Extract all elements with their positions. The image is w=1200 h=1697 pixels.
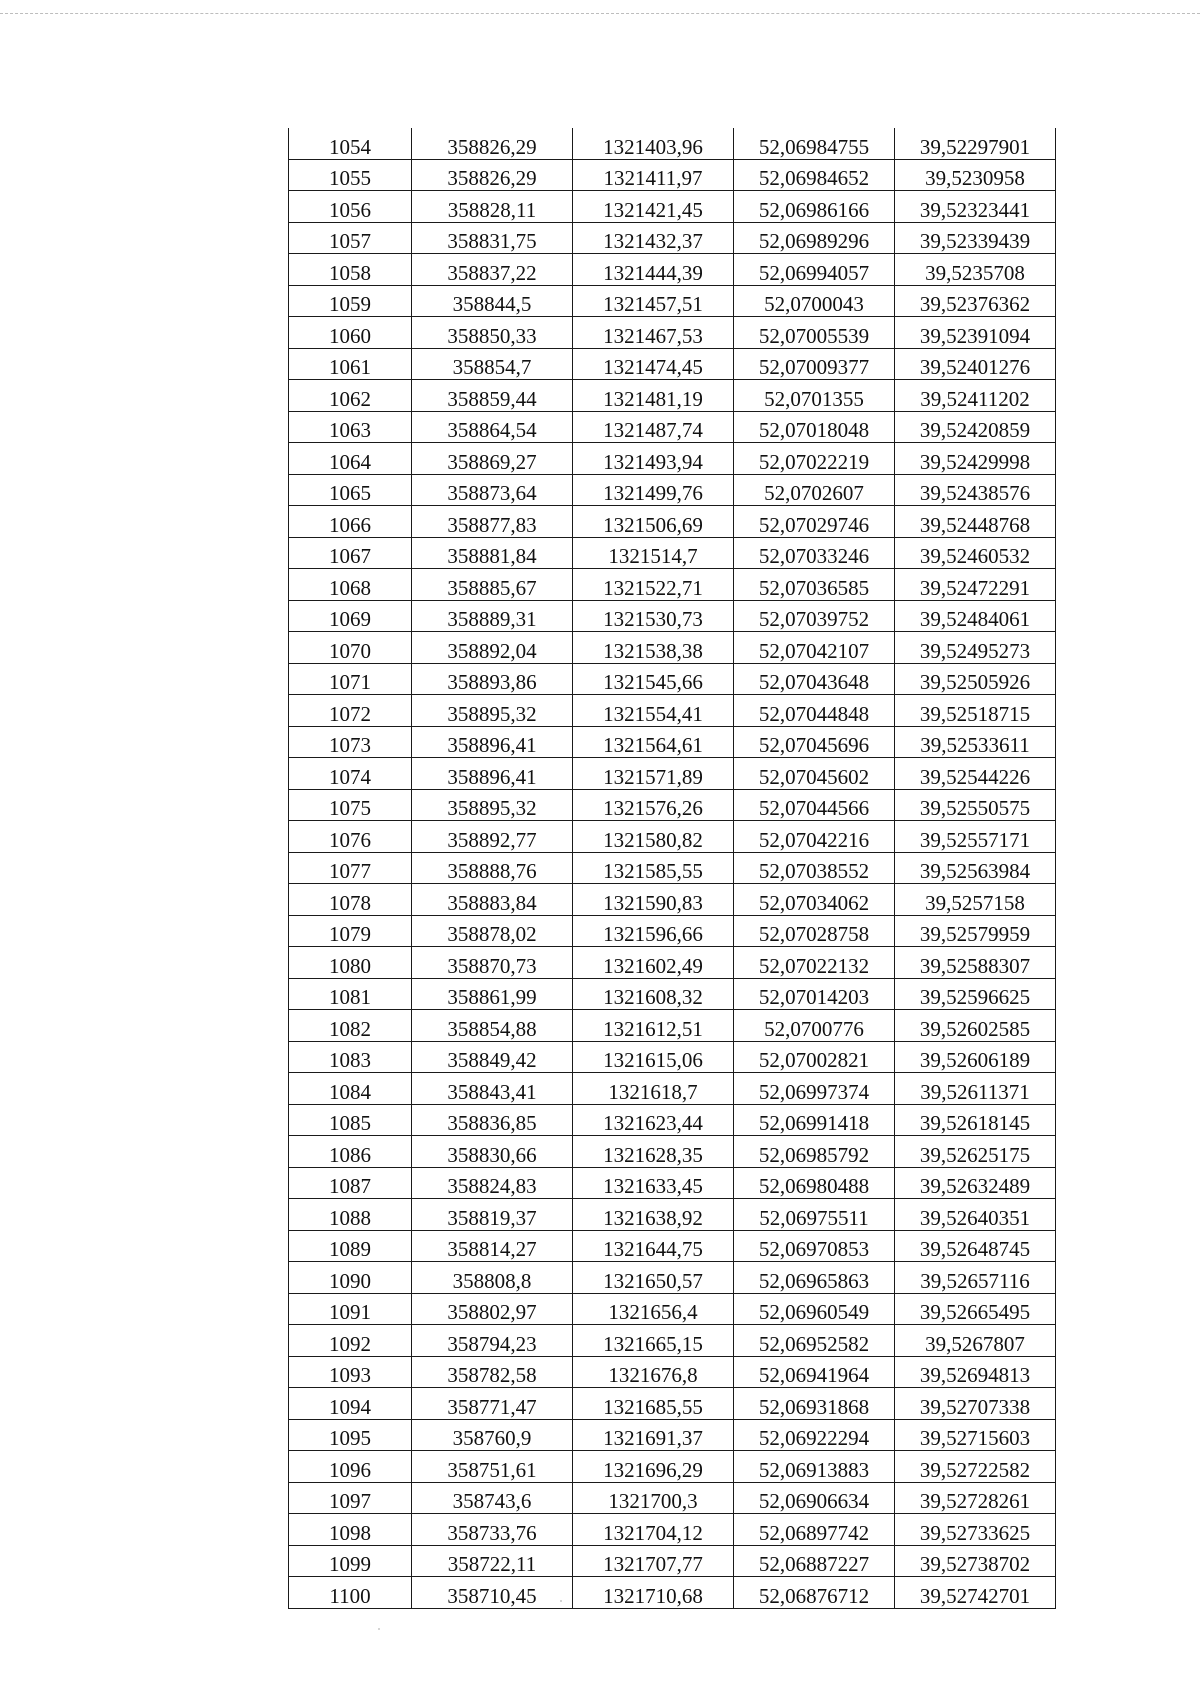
latitude-cell: 52,07043648	[734, 663, 895, 695]
point-number-cell: 1068	[289, 569, 412, 601]
longitude-cell: 39,52518715	[895, 695, 1056, 727]
x-coordinate-cell: 358885,67	[412, 569, 573, 601]
x-coordinate-cell: 358896,41	[412, 726, 573, 758]
coordinates-table	[288, 128, 1056, 1609]
x-coordinate-cell: 358844,5	[412, 285, 573, 317]
point-number-cell: 1085	[289, 1104, 412, 1136]
y-coordinate-cell: 1321493,94	[573, 443, 734, 475]
latitude-cell: 52,07018048	[734, 411, 895, 443]
scan-speck	[378, 1628, 380, 1630]
latitude-cell: 52,06960549	[734, 1293, 895, 1325]
point-number-cell: 1057	[289, 222, 412, 254]
point-number-cell: 1081	[289, 978, 412, 1010]
y-coordinate-cell: 1321710,68	[573, 1577, 734, 1609]
point-number-cell: 1071	[289, 663, 412, 695]
point-number-cell: 1064	[289, 443, 412, 475]
x-coordinate-cell: 358794,23	[412, 1325, 573, 1357]
longitude-cell: 39,52401276	[895, 348, 1056, 380]
longitude-cell: 39,52596625	[895, 978, 1056, 1010]
longitude-cell: 39,52495273	[895, 632, 1056, 664]
point-number-cell: 1063	[289, 411, 412, 443]
latitude-cell: 52,06986166	[734, 191, 895, 223]
longitude-cell: 39,52533611	[895, 726, 1056, 758]
point-number-cell: 1074	[289, 758, 412, 790]
table-row	[289, 1104, 1056, 1136]
point-number-cell: 1090	[289, 1262, 412, 1294]
table-row	[289, 1293, 1056, 1325]
latitude-cell: 52,07044848	[734, 695, 895, 727]
table-row	[289, 317, 1056, 349]
longitude-cell: 39,52657116	[895, 1262, 1056, 1294]
longitude-cell: 39,52648745	[895, 1230, 1056, 1262]
y-coordinate-cell: 1321676,8	[573, 1356, 734, 1388]
latitude-cell: 52,07045602	[734, 758, 895, 790]
longitude-cell: 39,52557171	[895, 821, 1056, 853]
longitude-cell: 39,52707338	[895, 1388, 1056, 1420]
y-coordinate-cell: 1321576,26	[573, 789, 734, 821]
y-coordinate-cell: 1321457,51	[573, 285, 734, 317]
y-coordinate-cell: 1321411,97	[573, 159, 734, 191]
longitude-cell: 39,52339439	[895, 222, 1056, 254]
point-number-cell: 1093	[289, 1356, 412, 1388]
point-number-cell: 1079	[289, 915, 412, 947]
table-row	[289, 537, 1056, 569]
longitude-cell: 39,52694813	[895, 1356, 1056, 1388]
x-coordinate-cell: 358864,54	[412, 411, 573, 443]
y-coordinate-cell: 1321656,4	[573, 1293, 734, 1325]
point-number-cell: 1072	[289, 695, 412, 727]
table-row	[289, 1577, 1056, 1609]
latitude-cell: 52,06989296	[734, 222, 895, 254]
longitude-cell: 39,52665495	[895, 1293, 1056, 1325]
latitude-cell: 52,06941964	[734, 1356, 895, 1388]
latitude-cell: 52,06913883	[734, 1451, 895, 1483]
y-coordinate-cell: 1321628,35	[573, 1136, 734, 1168]
table-row	[289, 600, 1056, 632]
scan-edge-line	[0, 13, 1200, 14]
latitude-cell: 52,07029746	[734, 506, 895, 538]
latitude-cell: 52,06991418	[734, 1104, 895, 1136]
table-row	[289, 443, 1056, 475]
point-number-cell: 1088	[289, 1199, 412, 1231]
y-coordinate-cell: 1321514,7	[573, 537, 734, 569]
latitude-cell: 52,07034062	[734, 884, 895, 916]
y-coordinate-cell: 1321585,55	[573, 852, 734, 884]
table-row	[289, 1451, 1056, 1483]
y-coordinate-cell: 1321467,53	[573, 317, 734, 349]
x-coordinate-cell: 358826,29	[412, 128, 573, 159]
point-number-cell: 1082	[289, 1010, 412, 1042]
point-number-cell: 1069	[289, 600, 412, 632]
latitude-cell: 52,06975511	[734, 1199, 895, 1231]
x-coordinate-cell: 358893,86	[412, 663, 573, 695]
x-coordinate-cell: 358869,27	[412, 443, 573, 475]
x-coordinate-cell: 358751,61	[412, 1451, 573, 1483]
table-row	[289, 348, 1056, 380]
x-coordinate-cell: 358878,02	[412, 915, 573, 947]
point-number-cell: 1097	[289, 1482, 412, 1514]
point-number-cell: 1080	[289, 947, 412, 979]
latitude-cell: 52,07042107	[734, 632, 895, 664]
latitude-cell: 52,06906634	[734, 1482, 895, 1514]
x-coordinate-cell: 358849,42	[412, 1041, 573, 1073]
x-coordinate-cell: 358881,84	[412, 537, 573, 569]
table-row	[289, 915, 1056, 947]
x-coordinate-cell: 358859,44	[412, 380, 573, 412]
x-coordinate-cell: 358892,04	[412, 632, 573, 664]
longitude-cell: 39,52472291	[895, 569, 1056, 601]
latitude-cell: 52,0701355	[734, 380, 895, 412]
x-coordinate-cell: 358843,41	[412, 1073, 573, 1105]
latitude-cell: 52,07038552	[734, 852, 895, 884]
x-coordinate-cell: 358710,45	[412, 1577, 573, 1609]
longitude-cell: 39,52728261	[895, 1482, 1056, 1514]
point-number-cell: 1056	[289, 191, 412, 223]
latitude-cell: 52,06876712	[734, 1577, 895, 1609]
table-row	[289, 191, 1056, 223]
point-number-cell: 1099	[289, 1545, 412, 1577]
latitude-cell: 52,06985792	[734, 1136, 895, 1168]
x-coordinate-cell: 358854,88	[412, 1010, 573, 1042]
table-row	[289, 159, 1056, 191]
latitude-cell: 52,06931868	[734, 1388, 895, 1420]
table-row	[289, 1356, 1056, 1388]
x-coordinate-cell: 358819,37	[412, 1199, 573, 1231]
y-coordinate-cell: 1321444,39	[573, 254, 734, 286]
table-row	[289, 1010, 1056, 1042]
latitude-cell: 52,0700043	[734, 285, 895, 317]
point-number-cell: 1087	[289, 1167, 412, 1199]
point-number-cell: 1100	[289, 1577, 412, 1609]
longitude-cell: 39,52618145	[895, 1104, 1056, 1136]
point-number-cell: 1059	[289, 285, 412, 317]
x-coordinate-cell: 358889,31	[412, 600, 573, 632]
x-coordinate-cell: 358837,22	[412, 254, 573, 286]
point-number-cell: 1075	[289, 789, 412, 821]
x-coordinate-cell: 358826,29	[412, 159, 573, 191]
y-coordinate-cell: 1321615,06	[573, 1041, 734, 1073]
table-row	[289, 821, 1056, 853]
x-coordinate-cell: 358854,7	[412, 348, 573, 380]
point-number-cell: 1084	[289, 1073, 412, 1105]
y-coordinate-cell: 1321506,69	[573, 506, 734, 538]
point-number-cell: 1095	[289, 1419, 412, 1451]
table-row	[289, 285, 1056, 317]
point-number-cell: 1078	[289, 884, 412, 916]
longitude-cell: 39,5235708	[895, 254, 1056, 286]
point-number-cell: 1058	[289, 254, 412, 286]
x-coordinate-cell: 358760,9	[412, 1419, 573, 1451]
x-coordinate-cell: 358892,77	[412, 821, 573, 853]
table-row	[289, 1199, 1056, 1231]
table-row	[289, 1041, 1056, 1073]
y-coordinate-cell: 1321538,38	[573, 632, 734, 664]
table-row	[289, 1388, 1056, 1420]
table-row	[289, 884, 1056, 916]
latitude-cell: 52,07033246	[734, 537, 895, 569]
point-number-cell: 1070	[289, 632, 412, 664]
latitude-cell: 52,07039752	[734, 600, 895, 632]
table-row	[289, 663, 1056, 695]
latitude-cell: 52,06984755	[734, 128, 895, 159]
y-coordinate-cell: 1321590,83	[573, 884, 734, 916]
y-coordinate-cell: 1321545,66	[573, 663, 734, 695]
y-coordinate-cell: 1321707,77	[573, 1545, 734, 1577]
point-number-cell: 1060	[289, 317, 412, 349]
point-number-cell: 1065	[289, 474, 412, 506]
table-row	[289, 222, 1056, 254]
x-coordinate-cell: 358831,75	[412, 222, 573, 254]
x-coordinate-cell: 358782,58	[412, 1356, 573, 1388]
point-number-cell: 1077	[289, 852, 412, 884]
latitude-cell: 52,07044566	[734, 789, 895, 821]
table-row	[289, 506, 1056, 538]
point-number-cell: 1096	[289, 1451, 412, 1483]
y-coordinate-cell: 1321474,45	[573, 348, 734, 380]
longitude-cell: 39,52640351	[895, 1199, 1056, 1231]
table-row	[289, 1262, 1056, 1294]
point-number-cell: 1062	[289, 380, 412, 412]
table-row	[289, 569, 1056, 601]
table-row	[289, 789, 1056, 821]
longitude-cell: 39,52429998	[895, 443, 1056, 475]
y-coordinate-cell: 1321644,75	[573, 1230, 734, 1262]
longitude-cell: 39,52606189	[895, 1041, 1056, 1073]
longitude-cell: 39,52391094	[895, 317, 1056, 349]
latitude-cell: 52,06897742	[734, 1514, 895, 1546]
point-number-cell: 1086	[289, 1136, 412, 1168]
latitude-cell: 52,07045696	[734, 726, 895, 758]
table-row	[289, 632, 1056, 664]
y-coordinate-cell: 1321481,19	[573, 380, 734, 412]
y-coordinate-cell: 1321596,66	[573, 915, 734, 947]
longitude-cell: 39,52448768	[895, 506, 1056, 538]
latitude-cell: 52,06997374	[734, 1073, 895, 1105]
longitude-cell: 39,52722582	[895, 1451, 1056, 1483]
x-coordinate-cell: 358814,27	[412, 1230, 573, 1262]
x-coordinate-cell: 358828,11	[412, 191, 573, 223]
y-coordinate-cell: 1321685,55	[573, 1388, 734, 1420]
x-coordinate-cell: 358883,84	[412, 884, 573, 916]
table-row	[289, 1482, 1056, 1514]
latitude-cell: 52,06965863	[734, 1262, 895, 1294]
scan-speck	[560, 1600, 562, 1602]
latitude-cell: 52,07009377	[734, 348, 895, 380]
longitude-cell: 39,52438576	[895, 474, 1056, 506]
y-coordinate-cell: 1321623,44	[573, 1104, 734, 1136]
y-coordinate-cell: 1321432,37	[573, 222, 734, 254]
table-row	[289, 1136, 1056, 1168]
table-row	[289, 474, 1056, 506]
table-row	[289, 128, 1056, 159]
longitude-cell: 39,52544226	[895, 758, 1056, 790]
latitude-cell: 52,06984652	[734, 159, 895, 191]
x-coordinate-cell: 358888,76	[412, 852, 573, 884]
table-row	[289, 726, 1056, 758]
y-coordinate-cell: 1321704,12	[573, 1514, 734, 1546]
point-number-cell: 1067	[289, 537, 412, 569]
latitude-cell: 52,07014203	[734, 978, 895, 1010]
longitude-cell: 39,52602585	[895, 1010, 1056, 1042]
x-coordinate-cell: 358808,8	[412, 1262, 573, 1294]
x-coordinate-cell: 358877,83	[412, 506, 573, 538]
longitude-cell: 39,52579959	[895, 915, 1056, 947]
longitude-cell: 39,52297901	[895, 128, 1056, 159]
y-coordinate-cell: 1321522,71	[573, 569, 734, 601]
latitude-cell: 52,06980488	[734, 1167, 895, 1199]
longitude-cell: 39,5230958	[895, 159, 1056, 191]
y-coordinate-cell: 1321700,3	[573, 1482, 734, 1514]
y-coordinate-cell: 1321499,76	[573, 474, 734, 506]
x-coordinate-cell: 358824,83	[412, 1167, 573, 1199]
latitude-cell: 52,06922294	[734, 1419, 895, 1451]
latitude-cell: 52,07022132	[734, 947, 895, 979]
point-number-cell: 1098	[289, 1514, 412, 1546]
latitude-cell: 52,06970853	[734, 1230, 895, 1262]
longitude-cell: 39,5257158	[895, 884, 1056, 916]
y-coordinate-cell: 1321633,45	[573, 1167, 734, 1199]
longitude-cell: 39,52376362	[895, 285, 1056, 317]
latitude-cell: 52,06887227	[734, 1545, 895, 1577]
longitude-cell: 39,52460532	[895, 537, 1056, 569]
y-coordinate-cell: 1321403,96	[573, 128, 734, 159]
latitude-cell: 52,07036585	[734, 569, 895, 601]
point-number-cell: 1054	[289, 128, 412, 159]
latitude-cell: 52,07005539	[734, 317, 895, 349]
y-coordinate-cell: 1321421,45	[573, 191, 734, 223]
latitude-cell: 52,07042216	[734, 821, 895, 853]
longitude-cell: 39,52323441	[895, 191, 1056, 223]
table-row	[289, 1073, 1056, 1105]
y-coordinate-cell: 1321564,61	[573, 726, 734, 758]
x-coordinate-cell: 358802,97	[412, 1293, 573, 1325]
table-row	[289, 1419, 1056, 1451]
y-coordinate-cell: 1321691,37	[573, 1419, 734, 1451]
x-coordinate-cell: 358743,6	[412, 1482, 573, 1514]
table-row	[289, 254, 1056, 286]
table-row	[289, 978, 1056, 1010]
latitude-cell: 52,07028758	[734, 915, 895, 947]
y-coordinate-cell: 1321650,57	[573, 1262, 734, 1294]
table-row	[289, 1230, 1056, 1262]
x-coordinate-cell: 358873,64	[412, 474, 573, 506]
table-row	[289, 380, 1056, 412]
point-number-cell: 1055	[289, 159, 412, 191]
latitude-cell: 52,06952582	[734, 1325, 895, 1357]
x-coordinate-cell: 358722,11	[412, 1545, 573, 1577]
x-coordinate-cell: 358771,47	[412, 1388, 573, 1420]
longitude-cell: 39,52611371	[895, 1073, 1056, 1105]
longitude-cell: 39,52411202	[895, 380, 1056, 412]
latitude-cell: 52,0702607	[734, 474, 895, 506]
longitude-cell: 39,52550575	[895, 789, 1056, 821]
y-coordinate-cell: 1321530,73	[573, 600, 734, 632]
x-coordinate-cell: 358733,76	[412, 1514, 573, 1546]
latitude-cell: 52,0700776	[734, 1010, 895, 1042]
latitude-cell: 52,07022219	[734, 443, 895, 475]
point-number-cell: 1061	[289, 348, 412, 380]
y-coordinate-cell: 1321696,29	[573, 1451, 734, 1483]
y-coordinate-cell: 1321580,82	[573, 821, 734, 853]
point-number-cell: 1094	[289, 1388, 412, 1420]
longitude-cell: 39,52625175	[895, 1136, 1056, 1168]
x-coordinate-cell: 358836,85	[412, 1104, 573, 1136]
table-row	[289, 411, 1056, 443]
y-coordinate-cell: 1321638,92	[573, 1199, 734, 1231]
y-coordinate-cell: 1321554,41	[573, 695, 734, 727]
table-row	[289, 1545, 1056, 1577]
y-coordinate-cell: 1321487,74	[573, 411, 734, 443]
x-coordinate-cell: 358895,32	[412, 789, 573, 821]
y-coordinate-cell: 1321608,32	[573, 978, 734, 1010]
y-coordinate-cell: 1321612,51	[573, 1010, 734, 1042]
latitude-cell: 52,07002821	[734, 1041, 895, 1073]
coordinates-table-body	[289, 128, 1056, 1608]
table-row	[289, 1514, 1056, 1546]
longitude-cell: 39,52420859	[895, 411, 1056, 443]
y-coordinate-cell: 1321602,49	[573, 947, 734, 979]
x-coordinate-cell: 358870,73	[412, 947, 573, 979]
point-number-cell: 1091	[289, 1293, 412, 1325]
table-row	[289, 947, 1056, 979]
latitude-cell: 52,06994057	[734, 254, 895, 286]
x-coordinate-cell: 358850,33	[412, 317, 573, 349]
y-coordinate-cell: 1321571,89	[573, 758, 734, 790]
x-coordinate-cell: 358830,66	[412, 1136, 573, 1168]
x-coordinate-cell: 358861,99	[412, 978, 573, 1010]
point-number-cell: 1073	[289, 726, 412, 758]
table-row	[289, 852, 1056, 884]
point-number-cell: 1089	[289, 1230, 412, 1262]
point-number-cell: 1066	[289, 506, 412, 538]
longitude-cell: 39,52738702	[895, 1545, 1056, 1577]
table-row	[289, 1325, 1056, 1357]
table-row	[289, 1167, 1056, 1199]
x-coordinate-cell: 358896,41	[412, 758, 573, 790]
longitude-cell: 39,52505926	[895, 663, 1056, 695]
point-number-cell: 1076	[289, 821, 412, 853]
longitude-cell: 39,52588307	[895, 947, 1056, 979]
table-row	[289, 695, 1056, 727]
point-number-cell: 1092	[289, 1325, 412, 1357]
longitude-cell: 39,52563984	[895, 852, 1056, 884]
y-coordinate-cell: 1321665,15	[573, 1325, 734, 1357]
longitude-cell: 39,52484061	[895, 600, 1056, 632]
point-number-cell: 1083	[289, 1041, 412, 1073]
table-row	[289, 758, 1056, 790]
y-coordinate-cell: 1321618,7	[573, 1073, 734, 1105]
x-coordinate-cell: 358895,32	[412, 695, 573, 727]
longitude-cell: 39,52715603	[895, 1419, 1056, 1451]
longitude-cell: 39,52733625	[895, 1514, 1056, 1546]
longitude-cell: 39,52742701	[895, 1577, 1056, 1609]
longitude-cell: 39,5267807	[895, 1325, 1056, 1357]
longitude-cell: 39,52632489	[895, 1167, 1056, 1199]
